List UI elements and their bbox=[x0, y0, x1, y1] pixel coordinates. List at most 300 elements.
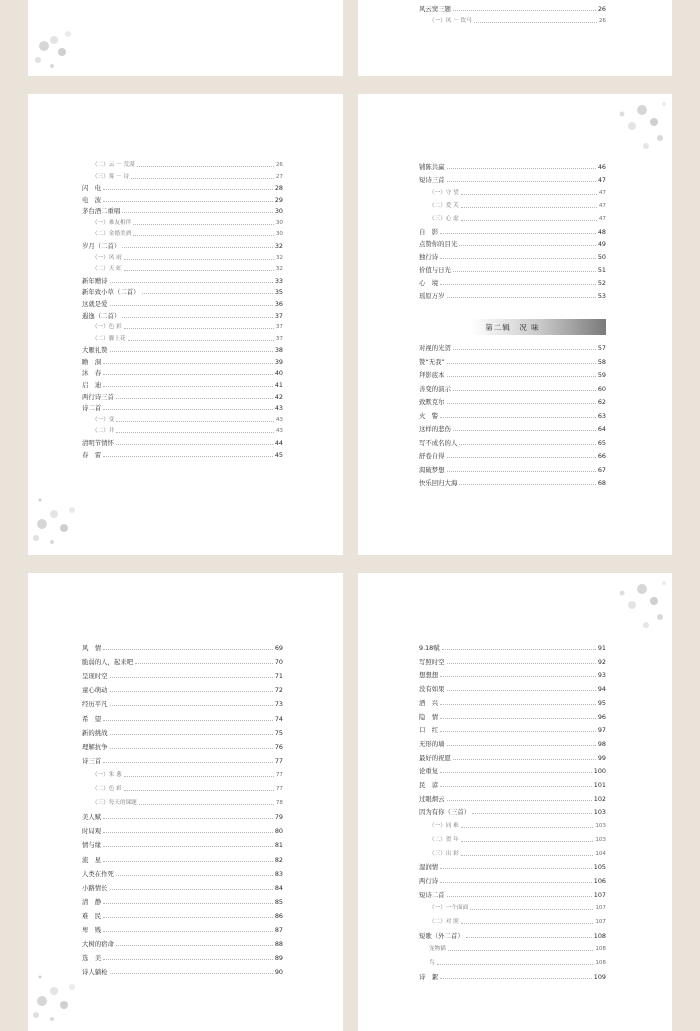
toc-entry-title: 沐 春 bbox=[82, 369, 102, 378]
toc-entry[interactable] bbox=[419, 369, 606, 379]
toc-entry-title: 人类在作死 bbox=[82, 869, 114, 878]
toc-entry-page: 48 bbox=[597, 227, 606, 236]
toc-entry[interactable] bbox=[419, 697, 606, 707]
toc-entry-page: 108 bbox=[595, 946, 606, 953]
toc-entry-page: 71 bbox=[274, 672, 283, 681]
toc-subentry[interactable] bbox=[92, 263, 283, 273]
toc-entry-page: 37 bbox=[275, 335, 283, 342]
toc-entry[interactable] bbox=[82, 356, 283, 366]
toc-entry[interactable] bbox=[419, 464, 606, 474]
toc-entry[interactable] bbox=[419, 793, 606, 803]
toc-entry-title: 民 谚 bbox=[419, 781, 439, 789]
toc-entry-page: 108 bbox=[595, 960, 606, 967]
toc-entry-page: 72 bbox=[274, 686, 283, 695]
toc-entry[interactable] bbox=[419, 724, 606, 734]
toc-entry-title: 赞“无我” bbox=[419, 357, 445, 366]
toc-entry[interactable] bbox=[82, 286, 283, 296]
toc-entry[interactable] bbox=[82, 727, 283, 737]
toc-list bbox=[82, 573, 283, 1031]
toc-page-bottom-left bbox=[28, 573, 343, 1031]
petal-decoration-icon bbox=[28, 971, 88, 1031]
toc-entry-title: 9.18赋 bbox=[419, 644, 440, 652]
toc-entry-page: 58 bbox=[597, 357, 606, 366]
toc-entry-page: 40 bbox=[274, 369, 283, 378]
toc-entry-title: 电 波 bbox=[82, 195, 102, 204]
toc-entry-page: 41 bbox=[274, 381, 283, 390]
toc-entry-page: 65 bbox=[597, 438, 606, 447]
toc-entry[interactable] bbox=[82, 825, 283, 835]
toc-subentry[interactable] bbox=[429, 916, 606, 926]
toc-entry[interactable] bbox=[82, 449, 283, 459]
toc-entry-title: 春 雷 bbox=[82, 450, 102, 459]
toc-entry-page: 47 bbox=[598, 202, 606, 209]
toc-entry-title: （二）爱 芙 bbox=[429, 202, 459, 209]
toc-entry-title: 脆弱的人，起来吧 bbox=[82, 658, 134, 667]
toc-page-top-right bbox=[358, 0, 672, 76]
toc-entry-page: 89 bbox=[274, 954, 283, 963]
toc-entry[interactable] bbox=[82, 713, 283, 723]
toc-entry-title: 遐逸（二首） bbox=[82, 311, 121, 320]
toc-entry[interactable] bbox=[82, 741, 283, 751]
toc-entry-page: 98 bbox=[597, 739, 606, 748]
toc-entry[interactable] bbox=[419, 477, 606, 487]
toc-entry-page: 95 bbox=[597, 698, 606, 707]
toc-entry-page: 69 bbox=[274, 644, 283, 652]
toc-subentry[interactable] bbox=[92, 321, 283, 331]
toc-entry-page: 35 bbox=[274, 288, 283, 297]
toc-list bbox=[419, 573, 606, 1031]
toc-entry[interactable] bbox=[82, 952, 283, 962]
toc-entry-page: 51 bbox=[597, 266, 606, 275]
toc-entry-page: 70 bbox=[274, 658, 283, 667]
toc-entry-title: （三）雾 － 诗 bbox=[92, 173, 130, 180]
toc-subentry[interactable] bbox=[429, 820, 606, 830]
toc-entry[interactable] bbox=[82, 656, 283, 666]
toc-entry[interactable] bbox=[419, 3, 606, 13]
toc-entry[interactable] bbox=[82, 240, 283, 250]
toc-entry-page: 77 bbox=[275, 771, 283, 778]
toc-list bbox=[419, 0, 606, 30]
toc-entry[interactable] bbox=[419, 683, 606, 693]
toc-entry-page: 27 bbox=[275, 173, 283, 180]
toc-entry-title: 没有如果 bbox=[419, 685, 445, 694]
toc-entry-title: 大树的宿命 bbox=[82, 940, 114, 949]
toc-entry-title: 最好的祝愿 bbox=[419, 753, 451, 762]
toc-entry[interactable] bbox=[419, 752, 606, 762]
toc-entry-page: 86 bbox=[274, 911, 283, 920]
toc-entry-page: 94 bbox=[597, 685, 606, 694]
toc-subentry[interactable] bbox=[92, 171, 283, 181]
toc-entry[interactable] bbox=[419, 738, 606, 748]
toc-entry-page: 37 bbox=[274, 311, 283, 320]
toc-entry-page: 43 bbox=[275, 428, 283, 435]
toc-entry[interactable] bbox=[82, 367, 283, 377]
toc-entry-page: 105 bbox=[593, 863, 606, 872]
toc-entry-page: 43 bbox=[274, 404, 283, 413]
toc-entry-page: 73 bbox=[274, 700, 283, 709]
toc-entry-title: （二）对 照 bbox=[429, 919, 459, 925]
toc-entry-page: 49 bbox=[597, 240, 606, 249]
toc-entry-title: 新年赠诗 bbox=[82, 276, 108, 285]
toc-entry-page: 32 bbox=[275, 254, 283, 261]
toc-entry[interactable] bbox=[82, 205, 283, 215]
toc-entry-title: 鸟 bbox=[429, 960, 435, 967]
toc-entry-title: 瑶原万岁 bbox=[419, 292, 445, 300]
toc-page-top-left bbox=[28, 0, 343, 76]
toc-entry-page: 32 bbox=[275, 266, 283, 273]
toc-entry-title: 启 迪 bbox=[82, 381, 102, 390]
toc-entry-title: 两行诗 bbox=[419, 876, 439, 885]
toc-page-middle-right bbox=[358, 94, 672, 555]
toc-subentry[interactable] bbox=[429, 848, 606, 858]
toc-entry[interactable] bbox=[82, 938, 283, 948]
toc-entry-title: （二）贺 年 bbox=[429, 836, 459, 843]
toc-entry-title: （三）每天的课题 bbox=[92, 800, 137, 807]
petal-decoration-icon bbox=[28, 494, 88, 554]
toc-entry-page: 29 bbox=[274, 195, 283, 204]
toc-entry-title: 情与缘 bbox=[82, 841, 102, 850]
toc-entry-page: 26 bbox=[275, 162, 283, 168]
toc-entry-page: 107 bbox=[595, 919, 606, 925]
toc-entry[interactable] bbox=[419, 889, 606, 899]
toc-entry[interactable] bbox=[82, 298, 283, 308]
toc-entry-page: 109 bbox=[593, 972, 606, 981]
toc-entry[interactable] bbox=[82, 684, 283, 694]
toc-entry-page: 103 bbox=[595, 836, 606, 843]
toc-entry[interactable] bbox=[82, 839, 283, 849]
toc-entry[interactable] bbox=[419, 930, 606, 940]
toc-entry-page: 67 bbox=[597, 465, 606, 474]
toc-entry-title: 难 民 bbox=[82, 911, 102, 920]
toc-entry-page: 68 bbox=[597, 479, 606, 487]
toc-entry-title: 短诗二首 bbox=[419, 890, 445, 899]
toc-entry[interactable] bbox=[419, 971, 606, 981]
toc-entry[interactable] bbox=[419, 765, 606, 775]
toc-entry-page: 28 bbox=[274, 184, 283, 193]
toc-entry-page: 26 bbox=[598, 18, 606, 24]
toc-entry-title: 过眼烟云 bbox=[419, 794, 445, 803]
toc-entry[interactable] bbox=[419, 875, 606, 885]
toc-entry-title: 清明节情怀 bbox=[82, 438, 114, 447]
toc-entry-page: 36 bbox=[274, 299, 283, 308]
toc-entry-title: 两行诗三首 bbox=[82, 392, 114, 401]
toc-entry-page: 104 bbox=[595, 850, 606, 857]
toc-entry[interactable] bbox=[82, 966, 283, 976]
toc-entry-page: 81 bbox=[274, 841, 283, 850]
toc-entry-title: 口 红 bbox=[419, 726, 439, 735]
toc-entry-page: 77 bbox=[275, 786, 283, 792]
toc-entry-title: （一）难友相伴 bbox=[92, 219, 132, 226]
toc-entry[interactable] bbox=[419, 383, 606, 393]
toc-entry-title: 选 美 bbox=[82, 954, 102, 963]
toc-entry-page: 100 bbox=[593, 767, 606, 776]
toc-entry[interactable] bbox=[82, 854, 283, 864]
toc-entry[interactable] bbox=[82, 402, 283, 412]
toc-subentry[interactable] bbox=[429, 834, 606, 844]
toc-entry-page: 84 bbox=[274, 883, 283, 892]
toc-entry[interactable] bbox=[419, 410, 606, 420]
toc-entry-title: 美人赋 bbox=[82, 813, 102, 822]
toc-entry[interactable] bbox=[82, 379, 283, 389]
toc-entry-page: 79 bbox=[274, 813, 283, 822]
toc-entry-title: （一）风 － 饮马 bbox=[429, 18, 472, 24]
toc-page-bottom-right bbox=[358, 573, 672, 1031]
toc-subentry[interactable] bbox=[429, 943, 606, 953]
toc-entry-page: 103 bbox=[593, 808, 606, 817]
toc-entry-page: 91 bbox=[597, 644, 606, 652]
toc-entry-title: 这样的悲伤 bbox=[419, 425, 451, 433]
toc-entry-page: 76 bbox=[274, 742, 283, 751]
toc-entry-title: 经历平凡 bbox=[82, 700, 108, 709]
toc-entry[interactable] bbox=[419, 806, 606, 816]
toc-entry-title: 舒卷自得 bbox=[419, 452, 445, 460]
toc-entry[interactable] bbox=[82, 670, 283, 680]
toc-entry-page: 45 bbox=[274, 450, 283, 459]
toc-entry-title: 火 警 bbox=[419, 411, 439, 420]
toc-entry-title: 瞻 洞 bbox=[82, 357, 102, 366]
toc-entry[interactable] bbox=[82, 275, 283, 285]
toc-entry-title: （一）同 难 bbox=[429, 823, 459, 830]
toc-entry-title: 风云窦三题 bbox=[419, 5, 451, 13]
toc-entry-page: 44 bbox=[274, 438, 283, 447]
toc-entry-page: 83 bbox=[274, 869, 283, 878]
toc-entry-page: 90 bbox=[274, 968, 283, 977]
toc-subentry[interactable] bbox=[92, 425, 283, 435]
toc-entry-page: 53 bbox=[597, 292, 606, 300]
toc-entry-title: 快乐回归大海 bbox=[419, 479, 458, 487]
toc-entry-page: 77 bbox=[274, 756, 283, 765]
toc-entry-page: 30 bbox=[275, 231, 283, 238]
toc-entry-title: 点赞你的目光 bbox=[419, 240, 458, 249]
toc-entry-page: 74 bbox=[274, 714, 283, 723]
toc-entry-title: （三）出 彩 bbox=[429, 850, 459, 857]
toc-entry-page: 99 bbox=[597, 753, 606, 762]
toc-entry-title: 希 望 bbox=[82, 714, 102, 723]
toc-entry-page: 103 bbox=[595, 823, 606, 830]
toc-entry-page: 78 bbox=[275, 800, 283, 807]
toc-subentry[interactable] bbox=[92, 797, 283, 807]
toc-entry[interactable] bbox=[82, 182, 283, 192]
toc-entry[interactable] bbox=[82, 896, 283, 906]
toc-entry-page: 80 bbox=[274, 827, 283, 836]
toc-entry-page: 46 bbox=[597, 163, 606, 171]
toc-entry[interactable] bbox=[419, 342, 606, 352]
toc-entry-title: （二）金婚美酒 bbox=[92, 231, 132, 238]
toc-subentry[interactable] bbox=[92, 228, 283, 238]
toc-entry-title: （二）脚上花 bbox=[92, 335, 126, 342]
toc-entry-title: （一）朱 葱 bbox=[92, 771, 122, 778]
toc-entry-page: 88 bbox=[274, 940, 283, 949]
toc-entry-title: 渴破梦想 bbox=[419, 465, 445, 474]
toc-entry-title: 诗三首 bbox=[82, 756, 102, 765]
toc-entry-title: （一）色 彩 bbox=[92, 324, 122, 331]
toc-entry[interactable] bbox=[419, 356, 606, 366]
toc-entry-page: 57 bbox=[597, 344, 606, 352]
toc-subentry[interactable] bbox=[92, 159, 283, 169]
toc-entry[interactable] bbox=[419, 656, 606, 666]
toc-entry[interactable] bbox=[82, 344, 283, 354]
toc-entry-title: （二）云 － 荒漠 bbox=[92, 162, 135, 168]
toc-entry-title: 清 静 bbox=[82, 897, 102, 906]
toc-entry-page: 30 bbox=[275, 219, 283, 226]
toc-entry-page: 47 bbox=[597, 175, 606, 184]
toc-entry-title: 对视的光贺 bbox=[419, 344, 451, 352]
toc-entry-page: 66 bbox=[597, 452, 606, 460]
toc-entry-title: 诗 絮 bbox=[419, 972, 439, 981]
toc-entry[interactable] bbox=[419, 437, 606, 447]
toc-entry-title: （一）守 望 bbox=[429, 189, 459, 196]
toc-entry-page: 50 bbox=[597, 253, 606, 262]
toc-entry-title: 诗人躺枪 bbox=[82, 968, 108, 977]
toc-entry-title: 时局观 bbox=[82, 827, 102, 836]
toc-subentry[interactable] bbox=[92, 333, 283, 343]
toc-entry-title: （一）风 雨 bbox=[92, 254, 122, 261]
toc-entry[interactable] bbox=[419, 861, 606, 871]
toc-entry-title: 心 境 bbox=[419, 279, 439, 288]
toc-entry-title: 理解抗争 bbox=[82, 742, 108, 751]
toc-entry-page: 60 bbox=[597, 384, 606, 393]
toc-subentry[interactable] bbox=[429, 15, 606, 25]
toc-subentry[interactable] bbox=[92, 414, 283, 424]
toc-entry[interactable] bbox=[419, 450, 606, 460]
section-banner: 第二辑 况 味 bbox=[419, 319, 606, 335]
toc-entry-page: 107 bbox=[595, 905, 606, 912]
toc-entry-page: 39 bbox=[274, 357, 283, 366]
toc-entry-page: 38 bbox=[274, 346, 283, 355]
toc-entry-title: 短诗三首 bbox=[419, 175, 445, 184]
toc-entry-page: 82 bbox=[274, 855, 283, 864]
toc-entry[interactable] bbox=[419, 779, 606, 789]
toc-entry[interactable] bbox=[419, 423, 606, 433]
toc-entry-title: 酒 兴 bbox=[419, 698, 439, 707]
toc-entry[interactable] bbox=[419, 669, 606, 679]
toc-entry-title: 自 影 bbox=[419, 227, 439, 236]
toc-entry-title: 善变的演示 bbox=[419, 384, 451, 393]
toc-entry-title: 写不成名的人 bbox=[419, 438, 458, 447]
toc-entry-title: 呈现时空 bbox=[82, 672, 108, 681]
toc-list bbox=[82, 94, 283, 555]
toc-entry-title: 致默克尔 bbox=[419, 398, 445, 406]
toc-entry-title: （二）天 虹 bbox=[92, 266, 122, 273]
toc-subentry[interactable] bbox=[429, 902, 606, 912]
toc-entry[interactable] bbox=[419, 642, 606, 652]
toc-entry[interactable] bbox=[82, 642, 283, 652]
toc-entry-title: 大雁礼赞 bbox=[82, 346, 108, 355]
toc-entry[interactable] bbox=[82, 310, 283, 320]
toc-entry-title: 流 星 bbox=[82, 855, 102, 864]
toc-entry-page: 107 bbox=[593, 890, 606, 899]
toc-entry-page: 33 bbox=[274, 276, 283, 285]
toc-entry-title: 新的挑战 bbox=[82, 728, 108, 737]
petal-decoration-icon bbox=[602, 575, 672, 645]
toc-page-middle-left bbox=[28, 94, 343, 555]
toc-entry-page: 85 bbox=[274, 897, 283, 906]
toc-entry-title: （二）色 彩 bbox=[92, 786, 122, 792]
toc-entry-page: 101 bbox=[593, 781, 606, 789]
toc-entry-title: 铺陈共赢 bbox=[419, 163, 445, 171]
toc-entry-page: 43 bbox=[275, 416, 283, 423]
toc-entry-page: 106 bbox=[593, 876, 606, 885]
toc-entry-title: 论重复 bbox=[419, 767, 439, 776]
toc-entry[interactable] bbox=[82, 755, 283, 765]
toc-list bbox=[419, 94, 606, 555]
toc-subentry[interactable] bbox=[92, 252, 283, 262]
toc-subentry[interactable] bbox=[92, 783, 283, 793]
toc-entry-title: 短歌（外二首） bbox=[419, 931, 464, 940]
toc-entry[interactable] bbox=[82, 924, 283, 934]
toc-entry[interactable] bbox=[82, 391, 283, 401]
toc-entry-page: 59 bbox=[597, 371, 606, 379]
toc-entry[interactable] bbox=[82, 194, 283, 204]
toc-subentry[interactable] bbox=[92, 217, 283, 227]
toc-entry[interactable] bbox=[82, 437, 283, 447]
toc-entry-page: 30 bbox=[274, 207, 283, 216]
toc-entry-page: 64 bbox=[597, 425, 606, 433]
toc-entry-title: （二）井 bbox=[92, 428, 115, 435]
toc-subentry[interactable] bbox=[92, 769, 283, 779]
toc-entry-title: 诗二首 bbox=[82, 404, 102, 413]
toc-entry-title: （三）心 虚 bbox=[429, 215, 459, 222]
toc-entry[interactable] bbox=[82, 910, 283, 920]
toc-entry[interactable] bbox=[82, 811, 283, 821]
toc-entry-page: 62 bbox=[597, 398, 606, 406]
toc-entry-title: （一）一个面面 bbox=[429, 905, 469, 912]
toc-entry-title: 小路情长 bbox=[82, 883, 108, 892]
toc-entry-page: 87 bbox=[274, 926, 283, 934]
toc-entry-title: 卑 贱 bbox=[82, 926, 102, 934]
toc-entry-title: 拜影底本 bbox=[419, 371, 445, 379]
toc-entry-title: 无形的墙 bbox=[419, 739, 445, 748]
toc-entry-page: 96 bbox=[597, 712, 606, 721]
toc-entry-title: 隐 情 bbox=[419, 712, 439, 721]
toc-entry-title: （一）变 bbox=[92, 416, 115, 423]
toc-subentry[interactable] bbox=[429, 957, 606, 967]
toc-entry-title: 独行诗 bbox=[419, 253, 439, 262]
toc-entry-page: 63 bbox=[597, 411, 606, 420]
toc-entry-page: 102 bbox=[593, 794, 606, 803]
toc-entry-title: 岁月（二首） bbox=[82, 242, 121, 251]
toc-entry-page: 93 bbox=[597, 671, 606, 680]
toc-entry-title: 想想想 bbox=[419, 671, 439, 680]
toc-entry-page: 32 bbox=[274, 242, 283, 251]
toc-entry-title: 写照时空 bbox=[419, 657, 445, 666]
toc-entry-title: 宠物猫 bbox=[429, 946, 446, 953]
toc-entry-page: 37 bbox=[275, 324, 283, 331]
toc-entry-page: 97 bbox=[597, 726, 606, 735]
toc-entry-page: 75 bbox=[274, 728, 283, 737]
toc-entry-page: 26 bbox=[597, 5, 606, 13]
toc-entry-page: 42 bbox=[274, 392, 283, 401]
toc-entry-title: 茅台酒二重唱 bbox=[82, 207, 121, 216]
toc-entry-title: 湿润情 bbox=[419, 863, 439, 872]
toc-entry-title: 闪 电 bbox=[82, 184, 102, 193]
toc-entry-title: 价值与日光 bbox=[419, 266, 451, 275]
toc-entry[interactable] bbox=[419, 711, 606, 721]
toc-entry[interactable] bbox=[419, 396, 606, 406]
toc-entry-title: 风 情 bbox=[82, 644, 102, 652]
toc-entry[interactable] bbox=[82, 882, 283, 892]
petal-decoration-icon bbox=[602, 96, 672, 166]
toc-entry-title: 童心萌动 bbox=[82, 686, 108, 695]
toc-entry-title: 这就是爱 bbox=[82, 299, 108, 308]
toc-entry-page: 52 bbox=[597, 279, 606, 288]
petal-decoration-icon bbox=[28, 26, 88, 76]
toc-entry-page: 108 bbox=[593, 931, 606, 940]
toc-entry-page: 47 bbox=[598, 189, 606, 196]
toc-entry[interactable] bbox=[82, 868, 283, 878]
toc-entry[interactable] bbox=[82, 698, 283, 708]
toc-entry-title: 因为有你（三首） bbox=[419, 808, 471, 817]
